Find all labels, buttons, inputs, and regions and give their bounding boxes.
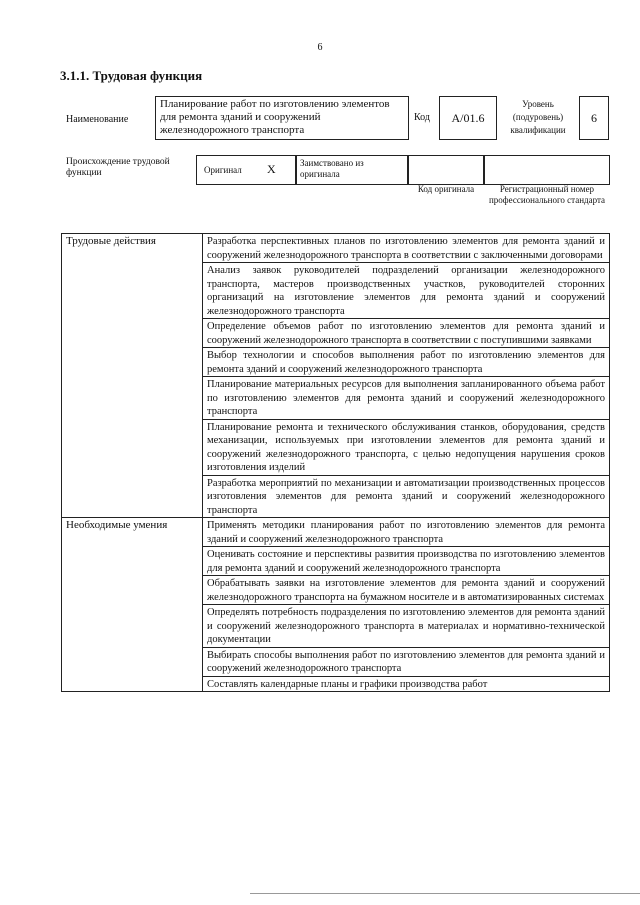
origin-label: Происхождение трудовой функции xyxy=(66,157,170,178)
reg-number-cell xyxy=(484,155,610,185)
labor-action-item: Разработка перспективных планов по изготовлению элементов для ремонта зданий и сооружений железнодорожного транспорта в соответствии с заключенными договорами xyxy=(203,234,610,263)
reg-number-label: Регистрационный номер профессионального стандарта xyxy=(488,184,606,205)
page-number: 6 xyxy=(317,42,323,53)
table-row xyxy=(62,234,610,263)
section-title: 3.1.1. Трудовая функция xyxy=(60,68,203,83)
skill-item: Оценивать состояние и перспективы развития производства по изготовлению элементов для ремонта зданий и сооружений железнодорожного транспорта xyxy=(203,547,610,576)
skill-item: Выбирать способы выполнения работ по изготовлению элементов для ремонта зданий и сооружений железнодорожного транспорта xyxy=(203,647,610,676)
skill-item: Обрабатывать заявки на изготовление элементов для ремонта зданий и сооружений железнодорожного транспорта на бумажном носителе и в автоматизированных системах xyxy=(203,576,610,605)
labor-action-item: Выбор технологии и способов выполнения работ по изготовлению элементов для ремонта зданий и сооружений железнодорожного транспорта xyxy=(203,348,610,377)
skill-item: Применять методики планирования работ по изготовлению элементов для ремонта зданий и сооружений железнодорожного транспорта xyxy=(203,518,610,547)
labor-actions-heading: Трудовые действия xyxy=(62,234,203,518)
skill-item: Определять потребность подразделения по изготовлению элементов для ремонта зданий и сооружений железнодорожного транспорта в материалах и нормативно-технической документации xyxy=(203,605,610,648)
code-original-cell xyxy=(408,155,484,185)
function-name-value: Планирование работ по изготовлению элементов для ремонта зданий и сооружений железнодорожного транспорта xyxy=(155,96,409,140)
labor-function-table xyxy=(61,233,610,692)
original-cell xyxy=(196,155,296,185)
table-row xyxy=(62,518,610,547)
labor-action-item: Планирование материальных ресурсов для выполнения запланированного объема работ по изготовлению элементов для ремонта зданий и сооружений железнодорожного транспорта xyxy=(203,377,610,420)
original-mark: X xyxy=(267,162,276,176)
qualification-level-value: 6 xyxy=(579,96,609,140)
code-value: А/01.6 xyxy=(439,96,497,140)
skill-item: Составлять календарные планы и графики производства работ xyxy=(203,676,610,692)
labor-action-item: Анализ заявок руководителей подразделений организации железнодорожного транспорта, мастеров производственных участков, руководителей сторонних организаций на изготовление элементов для ремонта зданий и сооружений железнодорожного транспорта xyxy=(203,263,610,319)
skills-heading: Необходимые умения xyxy=(62,518,203,692)
bottom-divider xyxy=(250,893,640,894)
code-label: Код xyxy=(414,112,430,123)
qualification-level-label: Уровень (подуровень) квалификации xyxy=(510,99,566,135)
labor-action-item: Планирование ремонта и технического обслуживания станков, оборудования, средств механизации, используемых при изготовлении элементов для ремонта зданий и сооружений железнодорожного транспорта, с целью недопущения нарушения сроков изготовления изделий xyxy=(203,419,610,475)
original-label: Оригинал xyxy=(204,165,242,175)
code-original-label: Код оригинала xyxy=(417,184,475,194)
labor-action-item: Разработка мероприятий по механизации и автоматизации производственных процессов изготовления элементов для ремонта зданий и сооружений железнодорожного транспорта xyxy=(203,475,610,518)
labor-action-item: Определение объемов работ по изготовлению элементов для ремонта зданий и сооружений железнодорожного транспорта в соответствии с поступившими заявками xyxy=(203,319,610,348)
name-label: Наименование xyxy=(66,114,129,125)
borrowed-label: Заимствовано из оригинала xyxy=(296,155,408,185)
